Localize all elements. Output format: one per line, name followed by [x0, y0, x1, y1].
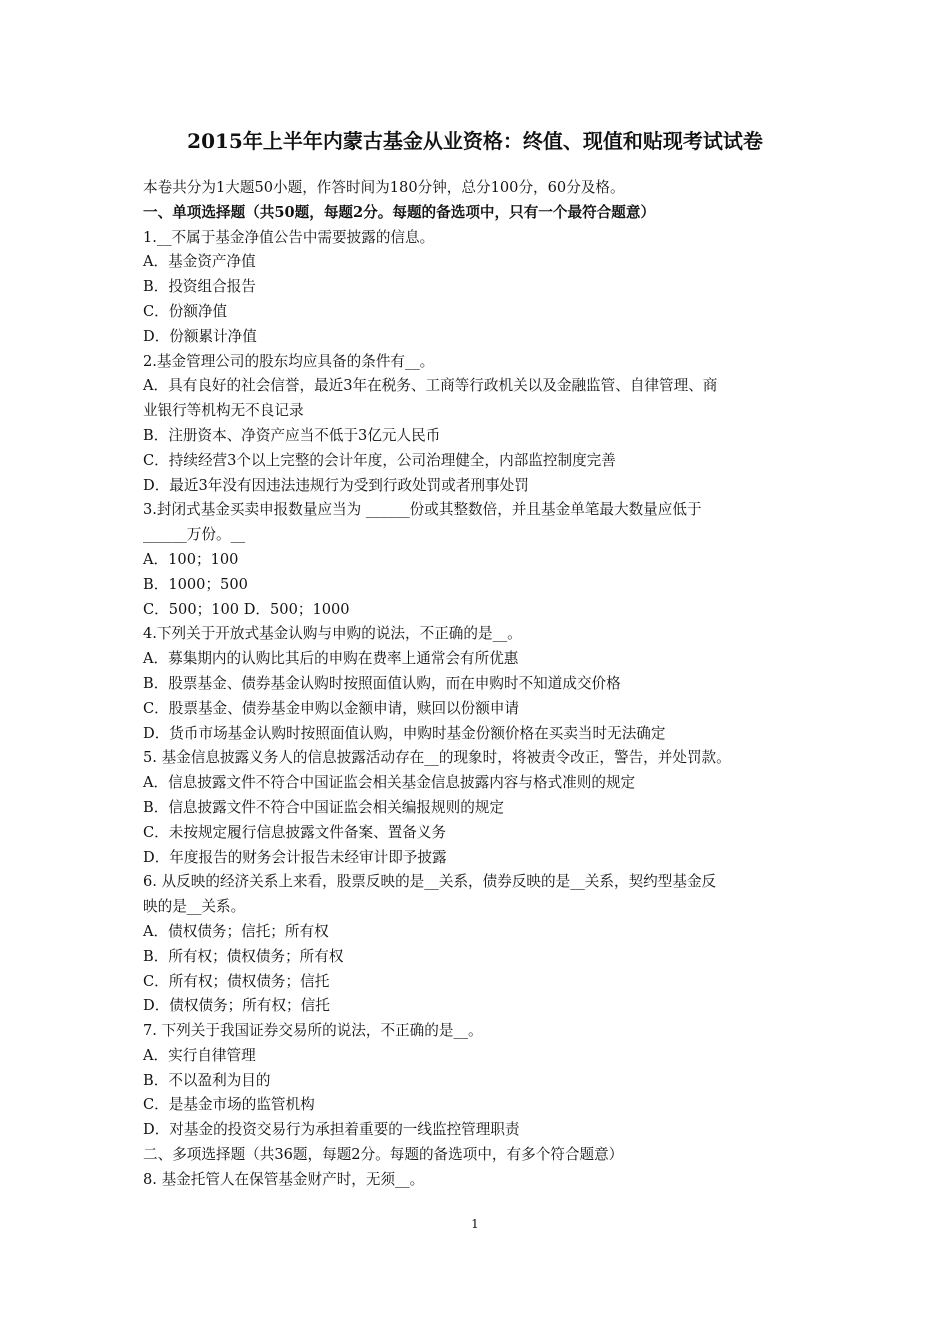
question-3-stem-continued: ______万份。__	[143, 526, 246, 544]
question-3-option-b: B．1000；500	[143, 575, 248, 593]
question-5-option-a: A．信息披露文件不符合中国证监会相关基金信息披露内容与格式准则的规定	[143, 774, 636, 792]
question-1-option-b: B．投资组合报告	[143, 278, 256, 296]
question-7-option-a: A．实行自律管理	[143, 1046, 256, 1064]
question-7-option-c: C．是基金市场的监管机构	[143, 1096, 315, 1114]
question-6-option-a: A．债权债务；信托；所有权	[143, 922, 329, 940]
question-4-option-c: C．股票基金、债券基金申购以金额申请，赎回以份额申请	[143, 699, 520, 717]
question-1-stem: 1.__不属于基金净值公告中需要披露的信息。	[143, 228, 435, 246]
question-6-option-c: C．所有权；债权债务；信托	[143, 972, 330, 990]
question-6-stem-continued: 映的是__关系。	[143, 898, 246, 916]
document-title: 2015年上半年内蒙古基金从业资格：终值、现值和贴现考试试卷	[187, 129, 763, 153]
question-5-option-b: B．信息披露文件不符合中国证监会相关编报规则的规定	[143, 798, 504, 816]
document-body	[143, 176, 811, 1193]
exam-intro: 本卷共分为1大题50小题，作答时间为180分钟，总分100分，60分及格。	[143, 179, 625, 196]
question-2-option-a: A．具有良好的社会信誉，最近3年在税务、工商等行政机关以及金融监管、自律管理、商	[143, 377, 718, 395]
question-2-option-b: B．注册资本、净资产应当不低于3亿元人民币	[143, 426, 441, 444]
question-2-stem: 2.基金管理公司的股东均应具备的条件有__。	[143, 352, 435, 370]
question-5-stem: 5. 基金信息披露义务人的信息披露活动存在__的现象时，将被责令改正，警告，并处罚款。	[143, 749, 731, 767]
question-6-stem: 6. 从反映的经济关系上来看，股票反映的是__关系，债券反映的是__关系，契约型基金反	[143, 873, 717, 891]
question-6-option-b: B．所有权；债权债务；所有权	[143, 947, 344, 965]
question-7-stem: 7. 下列关于我国证券交易所的说法，不正确的是__。	[143, 1022, 483, 1040]
question-1-option-d: D．份额累计净值	[143, 327, 257, 345]
question-5-option-c: C．未按规定履行信息披露文件备案、置备义务	[143, 823, 447, 841]
question-8-stem: 8. 基金托管人在保管基金财产时，无须__。	[143, 1170, 425, 1188]
question-4-option-b: B．股票基金、债券基金认购时按照面值认购，而在申购时不知道成交价格	[143, 674, 621, 692]
question-5-option-d: D．年度报告的财务会计报告未经审计即予披露	[143, 848, 447, 866]
question-1-option-c: C．份额净值	[143, 302, 228, 320]
question-4-stem: 4.下列关于开放式基金认购与申购的说法，不正确的是__。	[143, 625, 522, 643]
section-2-heading: 二、多项选择题（共36题，每题2分。每题的备选项中，有多个符合题意）	[143, 1146, 624, 1164]
question-4-option-d: D．货币市场基金认购时按照面值认购，申购时基金份额价格在买卖当时无法确定	[143, 724, 666, 742]
question-3-option-a: A．100；100	[143, 550, 239, 568]
question-4-option-a: A．募集期内的认购比其后的申购在费率上通常会有所优惠	[143, 650, 519, 668]
question-7-option-d: D．对基金的投资交易行为承担着重要的一线监控管理职责	[143, 1121, 520, 1139]
question-6-option-d: D．债权债务；所有权；信托	[143, 997, 330, 1015]
section-1-heading: 一、单项选择题（共50题，每题2分。每题的备选项中，只有一个最符合题意）	[143, 203, 656, 221]
question-2-option-a-continued: 业银行等机构无不良记录	[143, 402, 304, 420]
question-3-option-c-d: C．500；100 D．500；1000	[143, 600, 350, 618]
page-number: 1	[471, 1217, 479, 1231]
question-7-option-b: B．不以盈利为目的	[143, 1071, 271, 1089]
question-2-option-c: C．持续经营3个以上完整的会计年度，公司治理健全，内部监控制度完善	[143, 451, 616, 469]
question-2-option-d: D．最近3年没有因违法违规行为受到行政处罚或者刑事处罚	[143, 476, 529, 494]
question-3-stem: 3.封闭式基金买卖申报数量应当为 ______份或其整数倍，并且基金单笔最大数量应低于	[143, 501, 702, 519]
question-1-option-a: A．基金资产净值	[143, 253, 256, 271]
